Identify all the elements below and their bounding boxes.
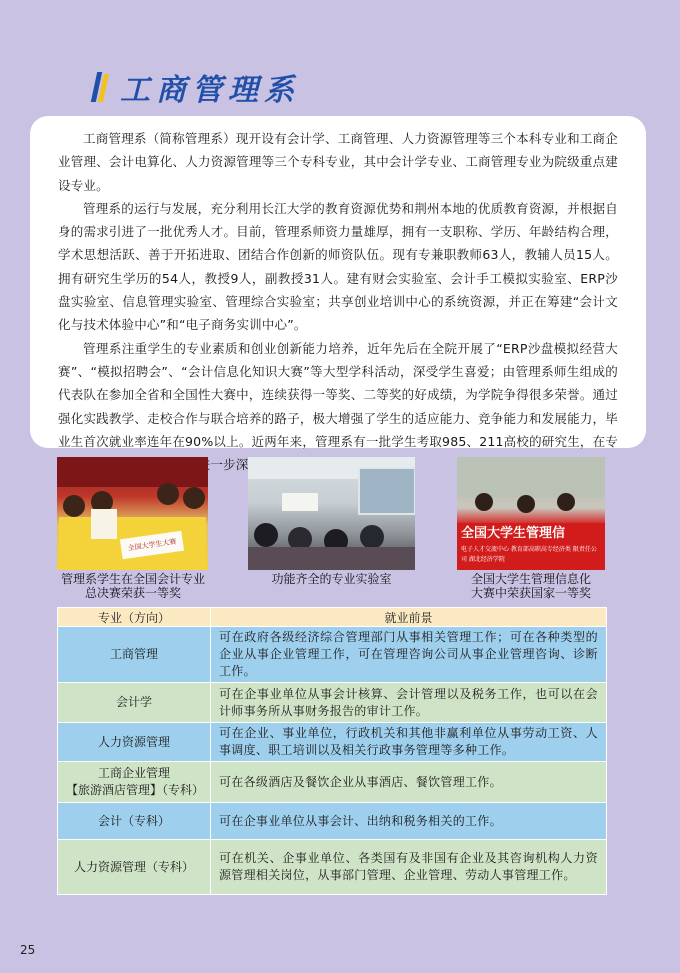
- table-row: [58, 627, 607, 683]
- table-row: [58, 683, 607, 723]
- intro-paragraph-2: 管理系的运行与发展，充分利用长江大学的教育资源优势和荆州本地的优质教育资源，并根据自身的需求引进了一批优秀人才。目前，管理系师资力量雄厚，拥有一支职称、学历、年龄结构合理，学术思想活跃、善于开拓进取、团结合作创新的师资队伍。现有专兼职教师63人，教辅人员15人。拥有研究生学历的54人，教授9人，副教授31人。建有财会实验室、会计手工模拟实验室、ERP沙盘实验室、信息管理实验室、管理综合实验室；共享创业培训中心的系统资源，并正在筹建“会计文化与技术体验中心”和“电子商务实训中心”。: [58, 200, 618, 333]
- intro-paragraph-3: 管理系注重学生的专业素质和创业创新能力培养，近年先后在全院开展了“ERP沙盘模拟经营大赛”、“模拟招聘会”、“会计信息化知识大赛”等大型学科活动，深受学生喜爱；由管理系师生组成的代表队在参加全省和全国性大赛中，连续获得一等奖、二等奖的好成绩，为学院争得很多荣誉。通过强化实践教学、走校合作与联合培养的路子，极大增强了学生的适应能力、竞争能力和发展能力，毕业生首次就业率连年在90%以上。近两年来，管理系有一批学生考取985、211高校的研究生，在专 平台进一步深造。: [58, 340, 618, 473]
- photo-caption-2: 功能齐全的专业实验室: [271, 572, 392, 586]
- section-title: [92, 72, 300, 108]
- award-banner: 全国大学生管理信: [461, 526, 566, 541]
- page-number: 25: [20, 943, 36, 957]
- title-bars-icon: [92, 72, 114, 102]
- intro-paragraph-1: 工商管理系（简称管理系）现开设有会计学、工商管理、人力资源管理等三个本科专业和工商企业管理、会计电算化、人力资源管理等三个专科专业，其中会计学专业、工商管理专业为院级重点建设专业。: [58, 131, 618, 193]
- photo-award-students: [57, 457, 208, 570]
- table-row: [58, 840, 607, 895]
- photo-caption-3: 全国大学生管理信息化 大赛中荣获国家一等奖: [470, 572, 591, 600]
- intro-text: [58, 127, 618, 476]
- photo-computer-lab: [248, 457, 415, 570]
- prospect-cell: 可在企事业单位从事会计核算、会计管理以及税务工作，也可以在会计师事务所从事财务报告的审计工作。: [211, 683, 607, 723]
- award-sign: 全国大学生大赛: [120, 531, 184, 559]
- table-row: [58, 803, 607, 840]
- prospect-cell: 可在各级酒店及餐饮企业从事酒店、餐饮管理工作。: [211, 762, 607, 803]
- prospect-cell: 可在企业、事业单位，行政机关和其他非赢利单位从事劳动工资、人事调度、职工培训以及相关行政事务管理等多种工作。: [211, 723, 607, 762]
- table-row: [58, 723, 607, 762]
- photo-national-award: [457, 457, 605, 570]
- major-cell: 人力资源管理（专科）: [58, 840, 211, 895]
- employment-table: [57, 607, 607, 895]
- table-row: [58, 762, 607, 803]
- major-cell: 工商企业管理 【旅游酒店管理】（专科）: [58, 762, 211, 803]
- major-cell: 工商管理: [58, 627, 211, 683]
- prospect-cell: 可在机关、企事业单位、各类国有及非国有企业及其咨询机构人力资源管理相关岗位，从事部门管理、企业管理、劳动人事管理工作。: [211, 840, 607, 895]
- prospect-cell: 可在政府各级经济综合管理部门从事相关管理工作；可在各种类型的企业从事企业管理工作，可在管理咨询公司从事企业管理咨询、诊断工作。: [211, 627, 607, 683]
- header-major: 专业（方向）: [58, 608, 211, 627]
- photo-caption-1: 管理系学生在全国会计专业 总决赛荣获一等奖: [60, 572, 205, 600]
- page-title: 工商管理系: [120, 73, 300, 108]
- header-prospect: 就业前景: [211, 608, 607, 627]
- prospect-cell: 可在企事业单位从事会计、出纳和税务相关的工作。: [211, 803, 607, 840]
- table-header-row: [58, 608, 607, 627]
- major-cell: 人力资源管理: [58, 723, 211, 762]
- major-cell: 会计（专科）: [58, 803, 211, 840]
- award-banner-sub: 电子人才交流中心 教育部高职高专经济类 限责任公司 湖北经济学院: [461, 546, 597, 563]
- major-cell: 会计学: [58, 683, 211, 723]
